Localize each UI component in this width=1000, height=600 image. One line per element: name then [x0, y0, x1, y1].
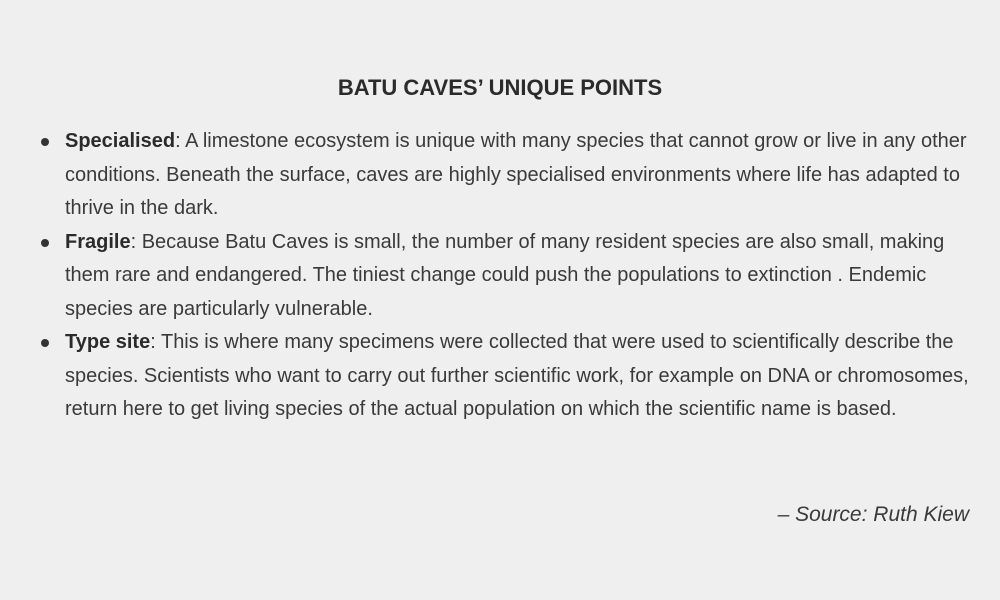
- point-term: Specialised: [65, 130, 176, 152]
- bullet-icon: [41, 239, 49, 247]
- point-term: Type site: [65, 331, 151, 353]
- point-term: Fragile: [65, 230, 131, 253]
- point-text: : This is where many specimens were collected that were used to scientifically describe the species. Scientists who want to carry out further scientific work, for example on DNA or chromosomes, return here to get living species of the actual population on which the scientific name is based.: [65, 331, 969, 420]
- unique-points-list: [65, 125, 975, 427]
- source-attribution: – Source: Ruth Kiew: [777, 503, 969, 526]
- bullet-icon: [41, 138, 49, 146]
- bullet-icon: [41, 339, 49, 347]
- point-text: : A limestone ecosystem is unique with many species that cannot grow or live in any other conditions. Beneath the surface, caves are highly specialised environments where life has adapted to thrive in the dark.: [65, 130, 967, 219]
- point-text: : Because Batu Caves is small, the number of many resident species are also small, making them rare and endangered. The tiniest change could push the populations to extinction . Endemic species are particularly vulnerable.: [65, 230, 945, 320]
- page-title: BATU CAVES’ UNIQUE POINTS: [337, 75, 663, 100]
- list-item-specialised: [65, 125, 975, 226]
- list-item-type-site: [65, 326, 975, 427]
- list-item-fragile: [65, 226, 975, 327]
